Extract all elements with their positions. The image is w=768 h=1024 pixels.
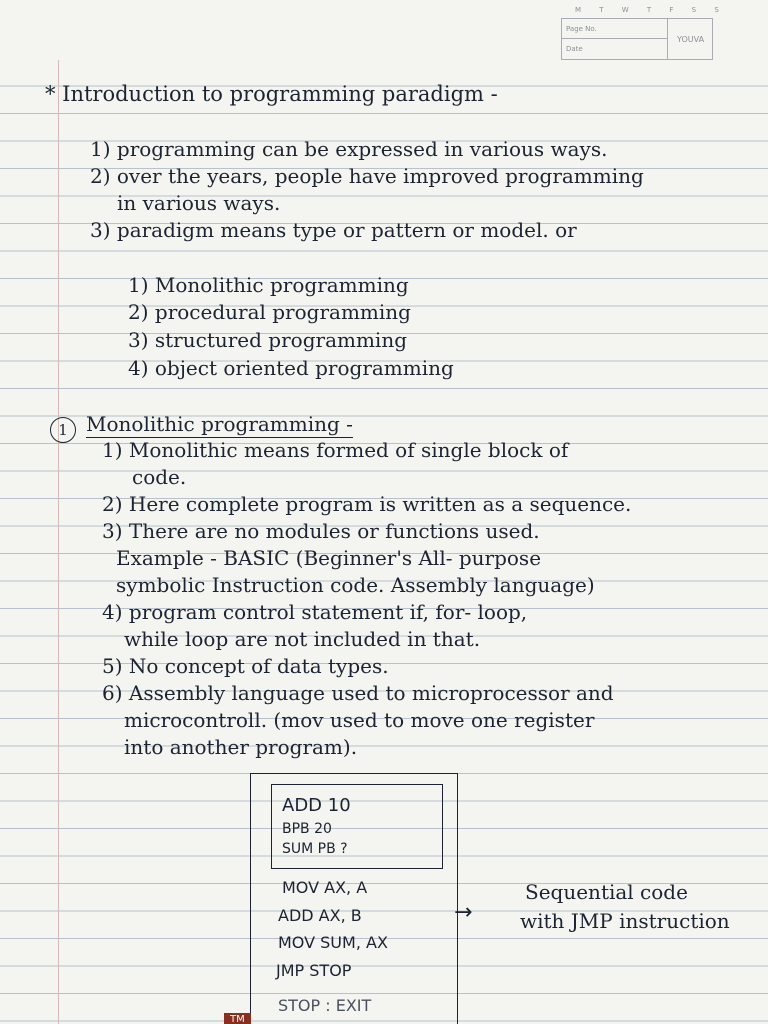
brand-label: YOUVA — [677, 35, 705, 44]
trademark-mark: TM — [224, 1013, 251, 1024]
section-line-9: 5) No concept of data types. — [102, 654, 389, 678]
instruction-line-4: JMP STOP — [276, 961, 352, 980]
data-line-1: ADD 10 — [282, 795, 351, 816]
section-line-8: while loop are not included in that. — [124, 627, 481, 651]
section-line-10: 6) Assembly language used to microprocessor and — [102, 681, 614, 705]
section-line-4: 3) There are no modules or functions used. — [102, 519, 540, 543]
intro-line-4: 3) paradigm means type or pattern or model. or — [90, 218, 577, 242]
date-box-divider — [562, 38, 667, 39]
section-line-12: into another program). — [124, 735, 358, 759]
intro-line-3: in various ways. — [117, 191, 281, 215]
section-heading-text: Monolithic programming - — [86, 412, 353, 436]
intro-line-2: 2) over the years, people have improved programming — [90, 164, 644, 188]
section-line-11: microcontroll. (mov used to move one register — [124, 708, 595, 732]
margin-line — [58, 60, 59, 1024]
arrow-icon: → — [454, 900, 473, 925]
instruction-line-1: MOV AX, A — [282, 878, 368, 897]
date-box — [561, 18, 713, 60]
section-number: 1 — [50, 417, 76, 443]
paradigm-item-2: 2) procedural programming — [128, 300, 411, 324]
section-heading — [86, 414, 353, 434]
page-no-label: Page No. — [566, 25, 597, 33]
section-line-7: 4) program control statement if, for- loop, — [102, 600, 528, 624]
paradigm-item-1: 1) Monolithic programming — [128, 273, 409, 297]
paradigm-item-3: 3) structured programming — [128, 328, 408, 352]
instruction-line-2: ADD AX, B — [278, 906, 362, 925]
section-line-6: symbolic Instruction code. Assembly language) — [116, 573, 595, 597]
date-label: Date — [566, 45, 583, 53]
section-line-3: 2) Here complete program is written as a sequence. — [102, 492, 632, 516]
note-line-1: Sequential code — [525, 880, 688, 904]
data-line-2: BPB 20 — [282, 821, 332, 837]
paradigm-item-4: 4) object oriented programming — [128, 356, 454, 380]
data-line-3: SUM PB ? — [282, 841, 348, 857]
page-title: * Introduction to programming paradigm - — [45, 82, 498, 106]
instruction-line-3: MOV SUM, AX — [278, 933, 388, 952]
section-line-5: Example - BASIC (Beginner's All- purpose — [116, 546, 542, 570]
instruction-line-5: STOP : EXIT — [278, 996, 372, 1015]
section-line-2: code. — [132, 465, 187, 489]
intro-line-1: 1) programming can be expressed in various ways. — [90, 137, 608, 161]
note-line-2: with JMP instruction — [520, 909, 730, 933]
date-box-separator — [667, 19, 668, 59]
section-line-1: 1) Monolithic means formed of single block of — [102, 438, 569, 462]
weekday-letters: M T W T F S S — [575, 6, 727, 14]
